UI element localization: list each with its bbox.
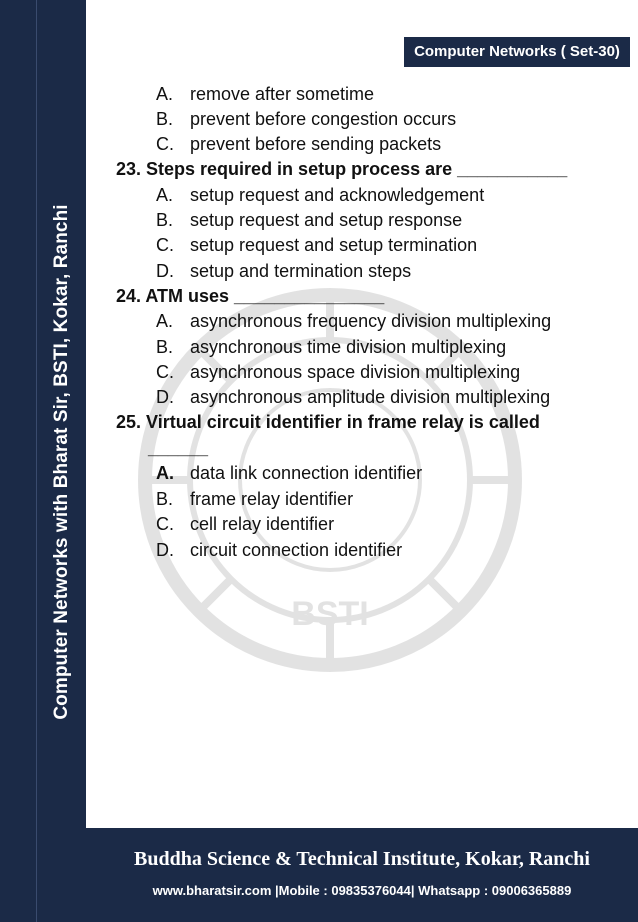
q23-option-a: A. setup request and acknowledgement — [156, 185, 485, 205]
question-25-blank: ______ — [148, 438, 209, 458]
question-23: 23. Steps required in setup process are ___________ — [116, 159, 568, 179]
q23-option-d: D. setup and termination steps — [156, 261, 412, 281]
q25-option-a: A. data link connection identifier — [156, 463, 423, 483]
set-badge: Computer Networks ( Set-30) — [404, 37, 630, 67]
q24-option-d: D. asynchronous amplitude division multiplexing — [156, 387, 551, 407]
option-a: A. remove after sometime — [156, 84, 375, 104]
q23-option-c: C. setup request and setup termination — [156, 235, 478, 255]
q25-option-b: B. frame relay identifier — [156, 489, 354, 509]
institute-name: Buddha Science & Technical Institute, Kokar, Ranchi — [133, 848, 590, 870]
contact-line: www.bharatsir.com |Mobile : 09835376044| Whatsapp : 09006365889 — [152, 883, 572, 898]
option-c: C. prevent before sending packets — [156, 134, 442, 154]
question-25: 25. Virtual circuit identifier in frame relay is called — [116, 412, 540, 432]
q24-option-a: A. asynchronous frequency division multiplexing — [156, 311, 552, 331]
q25-option-d: D. circuit connection identifier — [156, 540, 403, 560]
option-b: B. prevent before congestion occurs — [156, 109, 457, 129]
q24-option-c: C. asynchronous space division multiplexing — [156, 362, 521, 382]
q24-option-b: B. asynchronous time division multiplexing — [156, 337, 507, 357]
q23-option-b: B. setup request and setup response — [156, 210, 463, 230]
footer — [86, 828, 638, 922]
watermark-text: BSTI — [291, 595, 369, 633]
question-24: 24. ATM uses _______________ — [116, 286, 385, 306]
q25-option-c: C. cell relay identifier — [156, 514, 335, 534]
sidebar-title: Computer Networks with Bharat Sir, BSTI, Kokar, Ranchi — [51, 204, 72, 720]
